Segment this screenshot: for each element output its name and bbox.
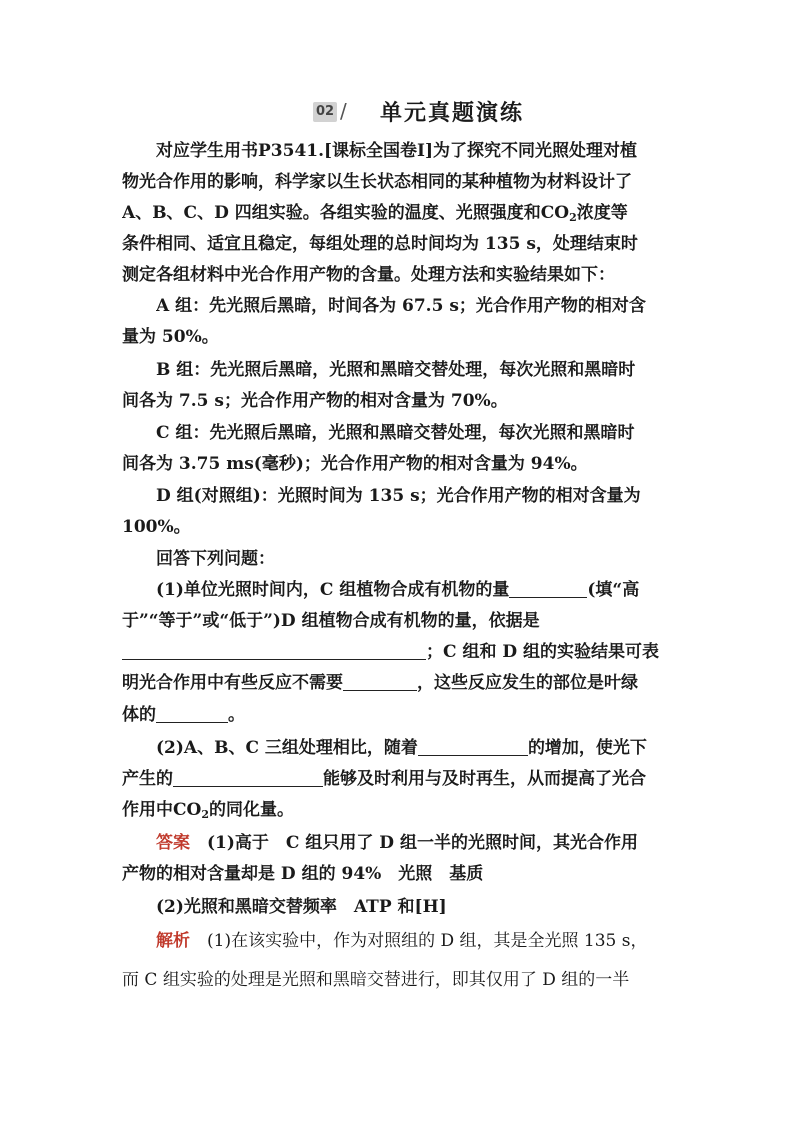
group-b-line-2: 间各为 7.5 s；光合作用产物的相对含量为 70%。	[122, 391, 508, 411]
section-header	[0, 96, 794, 128]
slash-divider: /	[340, 99, 347, 123]
question-line-5: 测定各组材料中光合作用产物的含量。处理方法和实验结果如下：	[122, 265, 615, 285]
answer-line-3: (2)光照和黑暗交替频率 ATP 和[H]	[156, 897, 447, 917]
part1-line-1: (1)单位光照时间内，C 组植物合成有机物的量 (填“高	[156, 580, 640, 600]
group-c-line-2: 间各为 3.75 ms(毫秒)；光合作用产物的相对含量为 94%。	[122, 454, 588, 474]
questions-intro: 回答下列问题：	[156, 549, 275, 569]
analysis-line-2: 而 C 组实验的处理是光照和黑暗交替进行，即其仅用了 D 组的一半	[122, 970, 630, 990]
group-a-line-2: 量为 50%。	[122, 327, 219, 347]
part1-line-5: 体的 。	[122, 705, 245, 725]
answer-blank-1[interactable]	[509, 579, 587, 598]
part1-line-3: ；C 组和 D 组的实验结果可表	[122, 637, 674, 668]
section-number-badge: 02	[313, 102, 337, 122]
group-a-line-1: A 组：先光照后黑暗，时间各为 67.5 s；光合作用产物的相对含	[156, 296, 646, 316]
answer-blank-5[interactable]	[418, 737, 528, 756]
analysis-label: 解析	[156, 931, 190, 951]
answer-blank-2[interactable]	[122, 641, 426, 660]
part2-line-3: 作用中$CO_2$的同化量。	[122, 800, 294, 821]
question-line-1: 对应学生用书P3541.[课标全国卷Ⅰ]为了探究不同光照处理对植	[156, 141, 638, 161]
answer-blank-3[interactable]	[343, 672, 417, 691]
part1-line-4: 明光合作用中有些反应不需要 ，这些反应发生的部位是叶绿	[122, 673, 638, 693]
answer-label: 答案	[156, 833, 190, 853]
group-c-line-1: C 组：先光照后黑暗，光照和黑暗交替处理，每次光照和黑暗时	[156, 423, 635, 443]
answer-line-2: 产物的相对含量却是 D 组的 94% 光照 基质	[122, 864, 484, 884]
question-line-3: A、B、C、D 四组实验。各组实验的温度、光照强度和$CO_2$浓度等	[122, 203, 628, 224]
group-b-line-1: B 组：先光照后黑暗，光照和黑暗交替处理，每次光照和黑暗时	[156, 360, 636, 380]
section-title: 单元真题演练	[380, 101, 525, 126]
part2-line-1: (2)A、B、C 三组处理相比，随着 的增加，使光下	[156, 738, 647, 758]
answer-line-1: 答案 (1)高于 C 组只用了 D 组一半的光照时间，其光合作用	[156, 833, 638, 853]
answer-blank-6[interactable]	[173, 768, 323, 787]
part1-line-2: 于”“等于”或“低于”)D 组植物合成有机物的量，依据是	[122, 611, 540, 631]
answer-blank-4[interactable]	[156, 704, 228, 723]
part2-line-2: 产生的 能够及时利用与及时再生，从而提高了光合	[122, 769, 646, 789]
question-line-2: 物光合作用的影响，科学家以生长状态相同的某种植物为材料设计了	[122, 172, 632, 192]
analysis-line-1: 解析 (1)在该实验中，作为对照组的 D 组，其是全光照 135 s，	[156, 931, 648, 951]
question-line-4: 条件相同、适宜且稳定，每组处理的总时间均为 135 s，处理结束时	[122, 234, 638, 254]
group-d-line-2: 100%。	[122, 517, 191, 537]
group-d-line-1: D 组(对照组)：光照时间为 135 s；光合作用产物的相对含量为	[156, 486, 641, 506]
